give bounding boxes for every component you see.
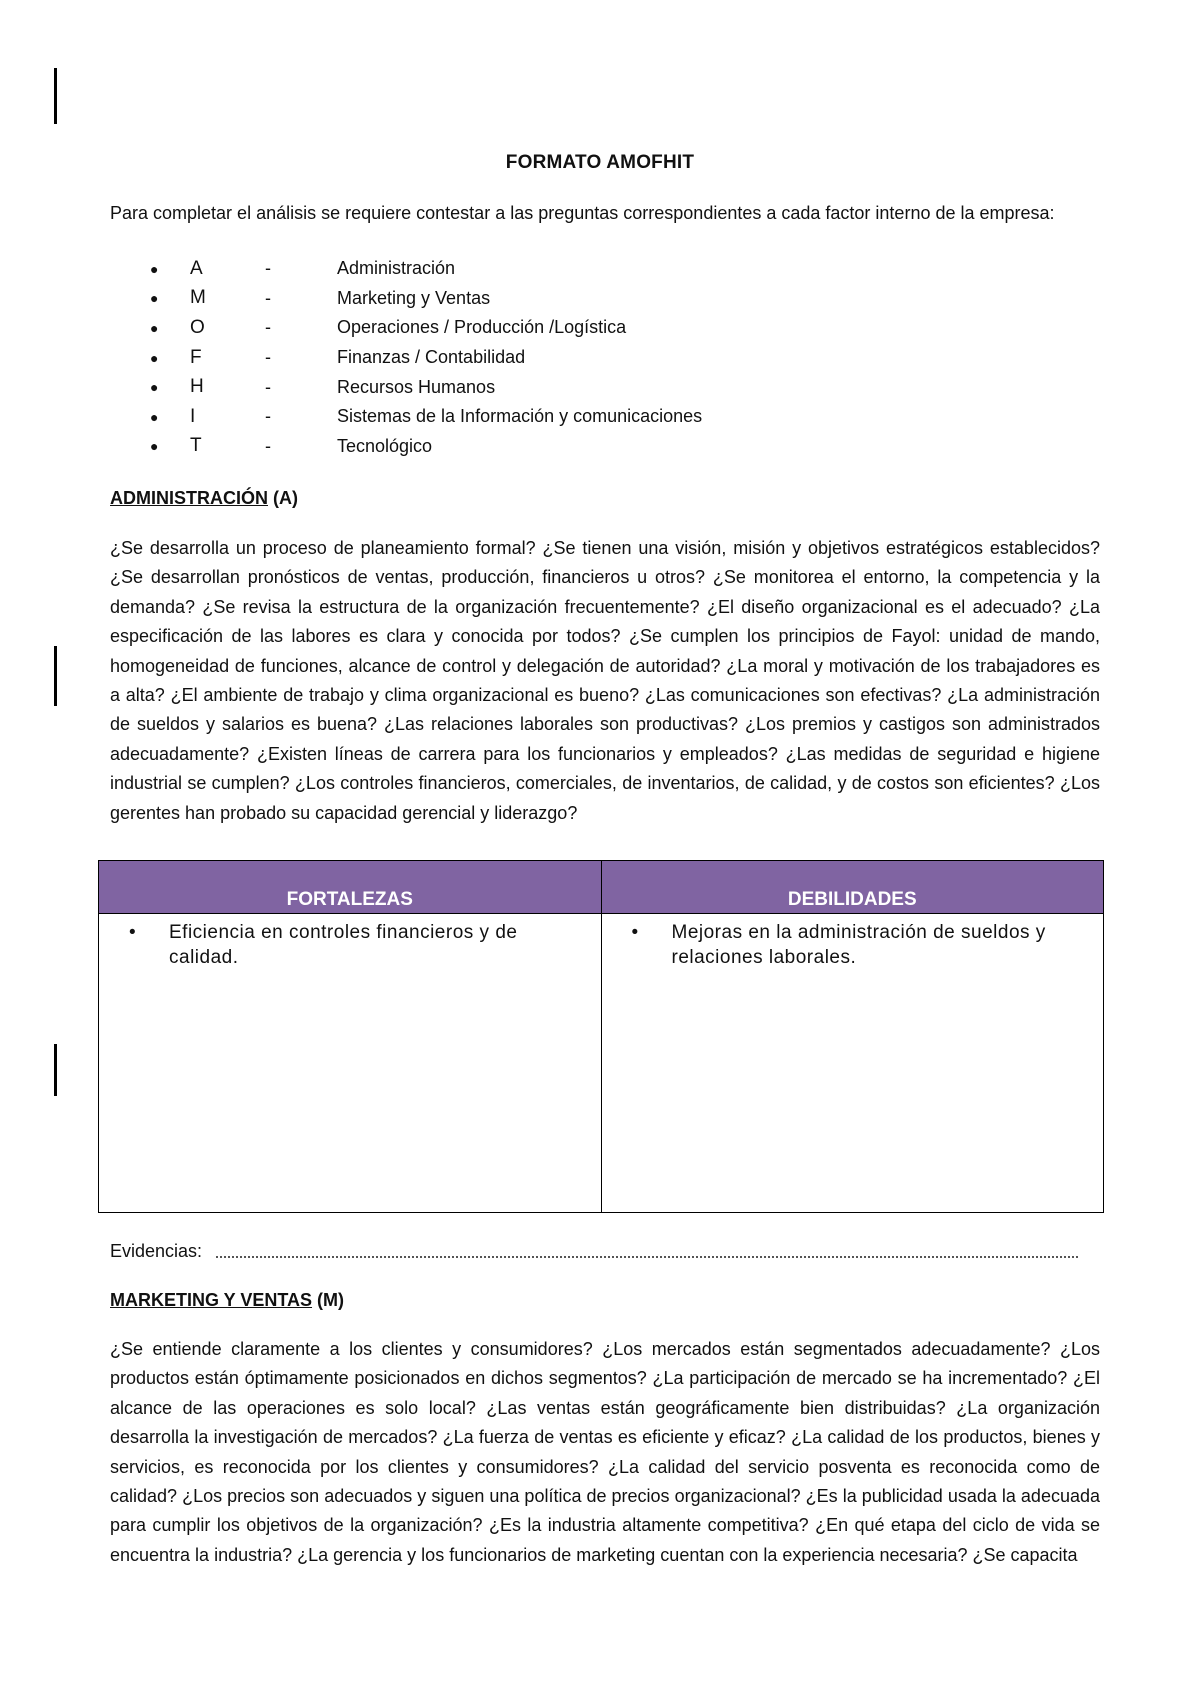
bullet-icon: •: [129, 922, 137, 943]
list-item: ● F - Finanzas / Contabilidad: [110, 343, 702, 373]
change-bar: [54, 1044, 57, 1096]
list-item: • Mejoras en la administración de sueldos y relaciones laborales.: [631, 922, 1046, 968]
factor-list: [110, 254, 702, 461]
bullet-icon: ●: [150, 290, 159, 307]
section-heading-marketing: MARKETING Y VENTAS (M): [110, 1290, 345, 1310]
marketing-questions: ¿Se entiende claramente a los clientes y consumidores? ¿Los mercados están segmentados adecuadamente? ¿Los productos están óptimamente posicionados en dichos segmentos? ¿La participación de mercado se ha incrementado? ¿El alcance de las operaciones es solo local? ¿Las ventas están geográficamente bien distribuidas? ¿La organización desarrolla la investigación de mercados? ¿La fuerza de ventas es eficiente y eficaz? ¿La calidad de los productos, bienes y servicios, es reconocida por los clientes y consumidores? ¿La calidad del servicio posventa es reconocida como de calidad? ¿Los precios son adecuados y siguen una política de precios organizacional? ¿Es la publicidad usada la adecuada para cumplir los objetivos de la organización? ¿Es la industria altamente competitiva? ¿En qué etapa del ciclo de vida se encuentra la industria? ¿La gerencia y los funcionarios de marketing cuentan con la experiencia necesaria? ¿Se capacita: [110, 1339, 1100, 1565]
bullet-icon: •: [631, 922, 639, 943]
list-item: ● H - Recursos Humanos: [110, 372, 702, 402]
strengths-cell[interactable]: [99, 914, 602, 1213]
swot-table: [98, 860, 1104, 1213]
list-item: ● O - Operaciones / Producción /Logística: [110, 313, 702, 343]
admin-questions: ¿Se desarrolla un proceso de planeamiento formal? ¿Se tienen una visión, misión y objetivos estratégicos establecidos? ¿Se desarrollan pronósticos de ventas, producción, financieros u otros? ¿Se monitorea el entorno, la competencia y la demanda? ¿Se revisa la estructura de la organización frecuentemente? ¿El diseño organizacional es el adecuado? ¿La especificación de las labores es clara y conocida por todos? ¿Se cumplen los principios de Fayol: unidad de mando, homogeneidad de funciones, alcance de control y delegación de autoridad? ¿La moral y motivación de los trabajadores es a alta? ¿El ambiente de trabajo y clima organizacional es bueno? ¿Las comunicaciones son efectivas? ¿La administración de sueldos y salarios es buena? ¿Las relaciones laborales son productivas? ¿Los premios y castigos son administrados adecuadamente? ¿Existen líneas de carrera para los funcionarios y empleados? ¿Las medidas de seguridad e higiene industrial se cumplen? ¿Los controles financieros, comerciales, de inventarios, de calidad, y de costos son eficientes? ¿Los gerentes han probado su capacidad gerencial y liderazgo?: [110, 538, 1100, 823]
bullet-icon: ●: [150, 379, 159, 396]
section-heading-admin: ADMINISTRACIÓN (A): [110, 488, 298, 508]
bullet-icon: ●: [150, 319, 159, 336]
weaknesses-cell[interactable]: [601, 914, 1104, 1213]
list-item: ● M - Marketing y Ventas: [110, 284, 702, 314]
bullet-icon: ●: [150, 408, 159, 425]
intro-text: Para completar el análisis se requiere contestar a las preguntas correspondientes a cada factor interno de la empresa:: [110, 203, 1055, 223]
bullet-icon: ●: [150, 260, 159, 277]
bullet-icon: ●: [150, 438, 159, 455]
strengths-header: FORTALEZAS: [99, 861, 602, 914]
weaknesses-header: DEBILIDADES: [601, 861, 1104, 914]
list-item: ● A - Administración: [110, 254, 702, 284]
change-bar: [54, 646, 57, 706]
list-item: ● I - Sistemas de la Información y comunicaciones: [110, 402, 702, 432]
dotted-line: [216, 1241, 1078, 1258]
page-title: FORMATO AMOFHIT: [505, 152, 695, 173]
change-bar: [54, 68, 57, 124]
evidence-field[interactable]: Evidencias:: [110, 1241, 1078, 1262]
bullet-icon: ●: [150, 349, 159, 366]
list-item: ● T - Tecnológico: [110, 432, 702, 462]
list-item: • Eficiencia en controles financieros y de calidad.: [129, 922, 518, 968]
